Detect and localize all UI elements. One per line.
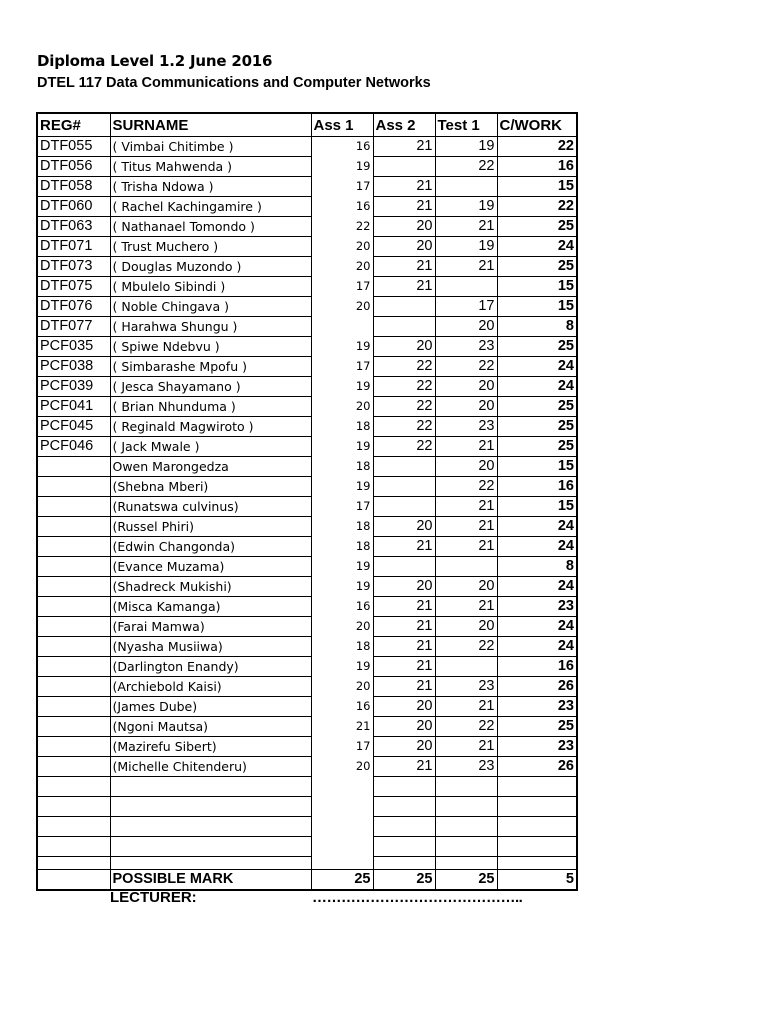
surname-cell	[110, 777, 311, 797]
cwork-cell	[497, 837, 577, 857]
surname-cell: (Archiebold Kaisi)	[110, 677, 311, 697]
surname-cell: ( Douglas Muzondo )	[110, 257, 311, 277]
reg-cell: PCF046	[37, 437, 110, 457]
test1-cell: 19	[435, 197, 497, 217]
ass1-cell	[311, 317, 373, 337]
ass1-cell: 18	[311, 417, 373, 437]
surname-cell: ( Nathanael Tomondo )	[110, 217, 311, 237]
reg-cell	[37, 717, 110, 737]
table-row	[37, 377, 577, 397]
table-row	[37, 357, 577, 377]
test1-cell: 23	[435, 677, 497, 697]
reg-cell: DTF073	[37, 257, 110, 277]
test1-cell: 20	[435, 317, 497, 337]
ass1-cell: 16	[311, 137, 373, 157]
reg-cell: PCF039	[37, 377, 110, 397]
possible-cwork: 5	[497, 870, 577, 891]
test1-cell: 21	[435, 437, 497, 457]
ass1-cell: 18	[311, 457, 373, 477]
header-surname: SURNAME	[110, 113, 311, 137]
ass2-cell: 22	[373, 377, 435, 397]
surname-cell: (James Dube)	[110, 697, 311, 717]
reg-cell: DTF077	[37, 317, 110, 337]
table-row	[37, 557, 577, 577]
ass1-cell: 16	[311, 597, 373, 617]
cwork-cell	[497, 817, 577, 837]
ass1-cell: 16	[311, 697, 373, 717]
ass2-cell	[373, 497, 435, 517]
table-row	[37, 257, 577, 277]
test1-cell: 20	[435, 377, 497, 397]
table-row	[37, 317, 577, 337]
table-row	[37, 697, 577, 717]
ass2-cell	[373, 477, 435, 497]
reg-cell	[37, 517, 110, 537]
surname-cell	[110, 797, 311, 817]
cwork-cell: 8	[497, 317, 577, 337]
surname-cell: (Runatswa culvinus)	[110, 497, 311, 517]
cwork-cell: 15	[497, 457, 577, 477]
surname-cell: ( Titus Mahwenda )	[110, 157, 311, 177]
reg-cell	[37, 477, 110, 497]
test1-cell	[435, 777, 497, 797]
ass1-cell: 19	[311, 657, 373, 677]
surname-cell: ( Jack Mwale )	[110, 437, 311, 457]
ass2-cell: 20	[373, 697, 435, 717]
cwork-cell: 8	[497, 557, 577, 577]
surname-cell: ( Jesca Shayamano )	[110, 377, 311, 397]
cwork-cell: 24	[497, 237, 577, 257]
table-row	[37, 237, 577, 257]
ass1-cell: 18	[311, 517, 373, 537]
ass1-cell: 21	[311, 717, 373, 737]
reg-cell: DTF076	[37, 297, 110, 317]
test1-cell: 21	[435, 257, 497, 277]
ass1-cell	[311, 797, 373, 817]
table-row	[37, 497, 577, 517]
spacer-cell	[435, 857, 497, 870]
ass2-cell: 22	[373, 417, 435, 437]
test1-cell	[435, 277, 497, 297]
table-row	[37, 437, 577, 457]
reg-cell: PCF035	[37, 337, 110, 357]
test1-cell: 22	[435, 637, 497, 657]
reg-cell: DTF063	[37, 217, 110, 237]
test1-cell	[435, 797, 497, 817]
lecturer-signature-line: ……………………………………..	[312, 889, 523, 906]
test1-cell: 19	[435, 237, 497, 257]
cwork-cell: 23	[497, 697, 577, 717]
test1-cell: 22	[435, 717, 497, 737]
ass2-cell: 20	[373, 217, 435, 237]
cwork-cell: 22	[497, 137, 577, 157]
ass1-cell: 20	[311, 677, 373, 697]
ass2-cell	[373, 777, 435, 797]
ass2-cell: 22	[373, 397, 435, 417]
table-row	[37, 297, 577, 317]
table-row	[37, 757, 577, 777]
surname-cell: Owen Marongedza	[110, 457, 311, 477]
ass2-cell: 22	[373, 357, 435, 377]
test1-cell: 22	[435, 157, 497, 177]
ass1-cell: 18	[311, 537, 373, 557]
surname-cell: (Mazirefu Sibert)	[110, 737, 311, 757]
ass1-cell: 20	[311, 397, 373, 417]
ass1-cell: 22	[311, 217, 373, 237]
reg-cell	[37, 617, 110, 637]
table-row	[37, 337, 577, 357]
test1-cell	[435, 557, 497, 577]
test1-cell: 17	[435, 297, 497, 317]
ass2-cell: 20	[373, 577, 435, 597]
table-row	[37, 277, 577, 297]
ass2-cell: 21	[373, 537, 435, 557]
cwork-cell: 25	[497, 257, 577, 277]
cwork-cell: 24	[497, 537, 577, 557]
reg-cell	[37, 577, 110, 597]
table-row	[37, 717, 577, 737]
table-row	[37, 157, 577, 177]
test1-cell: 20	[435, 397, 497, 417]
surname-cell: (Misca Kamanga)	[110, 597, 311, 617]
reg-cell: DTF055	[37, 137, 110, 157]
cwork-cell	[497, 797, 577, 817]
header-test1: Test 1	[435, 113, 497, 137]
spacer-cell	[373, 857, 435, 870]
ass2-cell	[373, 557, 435, 577]
surname-cell: ( Vimbai Chitimbe )	[110, 137, 311, 157]
ass1-cell: 17	[311, 277, 373, 297]
ass1-cell: 20	[311, 257, 373, 277]
ass2-cell	[373, 297, 435, 317]
cwork-cell: 25	[497, 397, 577, 417]
surname-cell	[110, 817, 311, 837]
surname-cell: (Farai Mamwa)	[110, 617, 311, 637]
ass2-cell: 21	[373, 617, 435, 637]
test1-cell	[435, 177, 497, 197]
table-row	[37, 657, 577, 677]
header-ass1: Ass 1	[311, 113, 373, 137]
possible-test1: 25	[435, 870, 497, 891]
test1-cell: 21	[435, 597, 497, 617]
spacer-cell	[497, 857, 577, 870]
cwork-cell: 26	[497, 757, 577, 777]
ass1-cell: 20	[311, 617, 373, 637]
table-row	[37, 217, 577, 237]
ass2-cell	[373, 157, 435, 177]
ass1-cell: 20	[311, 757, 373, 777]
table-row	[37, 137, 577, 157]
surname-cell: ( Reginald Magwiroto )	[110, 417, 311, 437]
cwork-cell: 15	[497, 497, 577, 517]
cwork-cell: 26	[497, 677, 577, 697]
cwork-cell: 23	[497, 737, 577, 757]
possible-reg-cell	[37, 870, 110, 891]
ass1-cell: 19	[311, 577, 373, 597]
cwork-cell: 24	[497, 517, 577, 537]
ass2-cell: 20	[373, 737, 435, 757]
marks-table	[36, 112, 578, 891]
cwork-cell: 24	[497, 617, 577, 637]
reg-cell	[37, 677, 110, 697]
ass1-cell: 17	[311, 497, 373, 517]
surname-cell: ( Noble Chingava )	[110, 297, 311, 317]
ass2-cell	[373, 837, 435, 857]
reg-cell	[37, 457, 110, 477]
cwork-cell: 25	[497, 217, 577, 237]
table-row	[37, 817, 577, 837]
cwork-cell: 23	[497, 597, 577, 617]
ass2-cell: 21	[373, 637, 435, 657]
surname-cell: (Nyasha Musiiwa)	[110, 637, 311, 657]
table-row	[37, 637, 577, 657]
reg-cell	[37, 697, 110, 717]
test1-cell: 22	[435, 477, 497, 497]
test1-cell: 21	[435, 737, 497, 757]
test1-cell	[435, 817, 497, 837]
test1-cell: 20	[435, 457, 497, 477]
ass1-cell: 20	[311, 237, 373, 257]
surname-cell: (Darlington Enandy)	[110, 657, 311, 677]
ass1-cell	[311, 777, 373, 797]
ass2-cell: 20	[373, 717, 435, 737]
ass1-cell: 17	[311, 177, 373, 197]
ass2-cell: 21	[373, 177, 435, 197]
ass1-cell: 18	[311, 637, 373, 657]
ass2-cell: 21	[373, 277, 435, 297]
table-row	[37, 837, 577, 857]
test1-cell	[435, 657, 497, 677]
test1-cell: 22	[435, 357, 497, 377]
cwork-cell: 24	[497, 577, 577, 597]
reg-cell: DTF075	[37, 277, 110, 297]
possible-mark-row	[37, 870, 577, 891]
surname-cell: ( Mbulelo Sibindi )	[110, 277, 311, 297]
ass1-cell: 19	[311, 157, 373, 177]
spacer-cell	[37, 857, 110, 870]
surname-cell: (Michelle Chitenderu)	[110, 757, 311, 777]
ass2-cell: 20	[373, 237, 435, 257]
test1-cell: 21	[435, 517, 497, 537]
surname-cell: ( Trisha Ndowa )	[110, 177, 311, 197]
ass2-cell	[373, 457, 435, 477]
reg-cell	[37, 837, 110, 857]
test1-cell: 20	[435, 577, 497, 597]
test1-cell: 21	[435, 497, 497, 517]
spacer-cell	[110, 857, 311, 870]
table-row	[37, 737, 577, 757]
ass2-cell: 20	[373, 517, 435, 537]
reg-cell	[37, 597, 110, 617]
cwork-cell: 16	[497, 657, 577, 677]
test1-cell: 23	[435, 417, 497, 437]
ass2-cell: 21	[373, 757, 435, 777]
spacer-cell	[311, 857, 373, 870]
cwork-cell: 24	[497, 377, 577, 397]
ass1-cell: 19	[311, 337, 373, 357]
ass2-cell: 21	[373, 257, 435, 277]
ass2-cell: 21	[373, 597, 435, 617]
surname-cell: ( Brian Nhunduma )	[110, 397, 311, 417]
ass1-cell: 17	[311, 737, 373, 757]
table-row	[37, 417, 577, 437]
ass2-cell: 21	[373, 137, 435, 157]
possible-ass1: 25	[311, 870, 373, 891]
ass1-cell: 16	[311, 197, 373, 217]
surname-cell: ( Trust Muchero )	[110, 237, 311, 257]
reg-cell	[37, 557, 110, 577]
test1-cell: 21	[435, 537, 497, 557]
table-row	[37, 537, 577, 557]
cwork-cell	[497, 777, 577, 797]
possible-mark-label: POSSIBLE MARK	[110, 870, 311, 891]
reg-cell	[37, 737, 110, 757]
table-row	[37, 597, 577, 617]
ass2-cell	[373, 797, 435, 817]
surname-cell	[110, 837, 311, 857]
cwork-cell: 15	[497, 297, 577, 317]
cwork-cell: 25	[497, 337, 577, 357]
reg-cell	[37, 777, 110, 797]
table-row	[37, 177, 577, 197]
table-row	[37, 517, 577, 537]
cwork-cell: 25	[497, 437, 577, 457]
surname-cell: (Ngoni Mautsa)	[110, 717, 311, 737]
reg-cell	[37, 657, 110, 677]
surname-cell: (Edwin Changonda)	[110, 537, 311, 557]
header-reg: REG#	[37, 113, 110, 137]
header-row	[37, 113, 577, 137]
spacer-row	[37, 857, 577, 870]
ass1-cell	[311, 837, 373, 857]
course-title: DTEL 117 Data Communications and Computer Networks	[37, 75, 431, 91]
reg-cell	[37, 637, 110, 657]
ass1-cell: 19	[311, 437, 373, 457]
table-row	[37, 617, 577, 637]
reg-cell: DTF058	[37, 177, 110, 197]
surname-cell: ( Spiwe Ndebvu )	[110, 337, 311, 357]
table-row	[37, 577, 577, 597]
cwork-cell: 22	[497, 197, 577, 217]
reg-cell: PCF038	[37, 357, 110, 377]
reg-cell	[37, 497, 110, 517]
test1-cell	[435, 837, 497, 857]
lecturer-label: LECTURER:	[110, 889, 197, 906]
reg-cell: PCF041	[37, 397, 110, 417]
table-row	[37, 197, 577, 217]
reg-cell: DTF060	[37, 197, 110, 217]
table-row	[37, 397, 577, 417]
reg-cell: DTF071	[37, 237, 110, 257]
surname-cell: (Shebna Mberi)	[110, 477, 311, 497]
surname-cell: ( Harahwa Shungu )	[110, 317, 311, 337]
document-title: Diploma Level 1.2 June 2016	[37, 52, 273, 70]
surname-cell: (Russel Phiri)	[110, 517, 311, 537]
ass1-cell: 20	[311, 297, 373, 317]
cwork-cell: 25	[497, 717, 577, 737]
test1-cell: 19	[435, 137, 497, 157]
ass2-cell	[373, 817, 435, 837]
reg-cell	[37, 817, 110, 837]
cwork-cell: 16	[497, 477, 577, 497]
header-cwork: C/WORK	[497, 113, 577, 137]
cwork-cell: 15	[497, 277, 577, 297]
test1-cell: 21	[435, 217, 497, 237]
surname-cell: (Shadreck Mukishi)	[110, 577, 311, 597]
surname-cell: (Evance Muzama)	[110, 557, 311, 577]
ass1-cell: 19	[311, 477, 373, 497]
reg-cell: PCF045	[37, 417, 110, 437]
test1-cell: 23	[435, 337, 497, 357]
reg-cell: DTF056	[37, 157, 110, 177]
ass2-cell	[373, 317, 435, 337]
table-row	[37, 777, 577, 797]
ass2-cell: 21	[373, 197, 435, 217]
reg-cell	[37, 537, 110, 557]
surname-cell: ( Simbarashe Mpofu )	[110, 357, 311, 377]
cwork-cell: 24	[497, 637, 577, 657]
cwork-cell: 16	[497, 157, 577, 177]
possible-ass2: 25	[373, 870, 435, 891]
ass2-cell: 20	[373, 337, 435, 357]
reg-cell	[37, 757, 110, 777]
cwork-cell: 15	[497, 177, 577, 197]
test1-cell: 23	[435, 757, 497, 777]
test1-cell: 21	[435, 697, 497, 717]
ass2-cell: 21	[373, 677, 435, 697]
header-ass2: Ass 2	[373, 113, 435, 137]
surname-cell: ( Rachel Kachingamire )	[110, 197, 311, 217]
reg-cell	[37, 797, 110, 817]
table-row	[37, 677, 577, 697]
cwork-cell: 25	[497, 417, 577, 437]
table-row	[37, 797, 577, 817]
table-row	[37, 457, 577, 477]
ass1-cell: 17	[311, 357, 373, 377]
test1-cell: 20	[435, 617, 497, 637]
cwork-cell: 24	[497, 357, 577, 377]
ass2-cell: 21	[373, 657, 435, 677]
ass1-cell: 19	[311, 557, 373, 577]
ass1-cell: 19	[311, 377, 373, 397]
table-row	[37, 477, 577, 497]
ass2-cell: 22	[373, 437, 435, 457]
ass1-cell	[311, 817, 373, 837]
